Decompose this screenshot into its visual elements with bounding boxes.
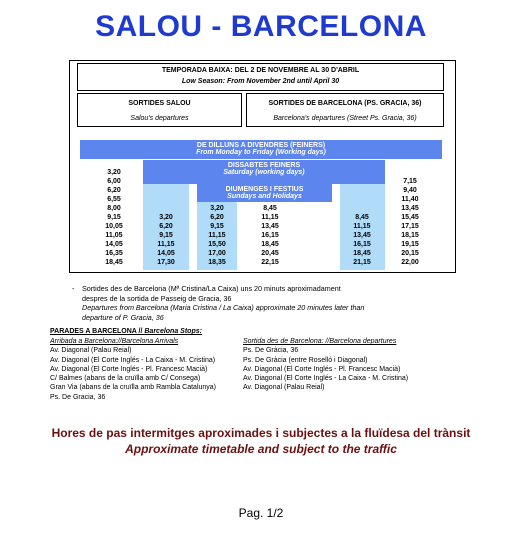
departure-time: 9,15 [210, 223, 224, 230]
salou-departures-subtitle: Salou's departures [130, 115, 189, 122]
stop-item: Av. Diagonal (El Corte Inglés - La Caixa - M. Cristina) [50, 356, 216, 364]
departure-time: 22,15 [261, 259, 279, 266]
arrivals-list [50, 337, 250, 402]
departure-time: 6,20 [159, 223, 173, 230]
departure-time: 6,20 [107, 187, 121, 194]
departure-time: 15,45 [401, 214, 419, 221]
saturday-band-sublabel: Saturday (working days) [223, 169, 305, 176]
weekday-band-sublabel: From Monday to Friday (Working days) [196, 149, 326, 156]
arrivals-items [50, 346, 250, 402]
stop-item: Av. Diagonal (El Corte Inglés - La Caixa - M. Cristina) [243, 375, 409, 383]
departure-time: 18,45 [353, 250, 371, 257]
departure-time: 17,15 [401, 223, 419, 230]
stop-item: Av. Diagonal (Palau Reial) [243, 384, 325, 392]
barcelona-departures-subtitle: Barcelona's departures (Street Ps. Gracia, 36) [273, 115, 417, 122]
departure-time: 22,00 [401, 259, 419, 266]
departure-time: 18,15 [401, 232, 419, 239]
salou-weekday-times [94, 168, 134, 267]
departure-time: 8,45 [263, 205, 277, 212]
stop-item: Ps. De Gràcia (entre Roselló i Diagonal) [243, 356, 368, 364]
traffic-warning: Hores de pas intermitges aproximades i subjectes a la fluïdesa del trànsit [51, 426, 471, 440]
stops-heading [50, 327, 470, 336]
season-subtitle: Low Season: From November 2nd until April 30 [181, 78, 340, 85]
departure-time: 11,40 [401, 196, 419, 203]
page-title: SALOU - BARCELONA [95, 10, 427, 43]
departure-time: 19,15 [401, 241, 419, 248]
salou-sunday-times [197, 204, 237, 267]
barcelona-weekday-times [390, 177, 430, 267]
departure-time: 14,05 [105, 241, 123, 248]
page-number: Pag. 1/2 [238, 506, 284, 520]
departure-time: 9,15 [159, 232, 173, 239]
departure-time: 14,05 [157, 250, 175, 257]
departure-time: 9,40 [403, 187, 417, 194]
departure-time: 18,45 [261, 241, 279, 248]
sunday-band [197, 184, 332, 202]
departure-time: 11,15 [157, 241, 175, 248]
departure-time: 11,15 [261, 214, 279, 221]
departure-time: 21,15 [353, 259, 371, 266]
departure-time: 13,45 [401, 205, 419, 212]
departure-time: 17,00 [208, 250, 226, 257]
departure-time: 3,20 [107, 169, 121, 176]
departure-time: 16,15 [261, 232, 279, 239]
departure-time: 8,00 [107, 205, 121, 212]
salou-departures-title: SORTIDES SALOU [128, 100, 191, 107]
note-line-3: Departures from Barcelona (Maria Cristina / La Caixa) approximate 20 minutes later than [82, 303, 365, 312]
season-box [77, 63, 444, 91]
departure-time: 15,50 [208, 241, 226, 248]
departure-time: 3,20 [210, 205, 224, 212]
sunday-band-sublabel: Sundays and Holidays [227, 193, 302, 200]
departure-time: 20,45 [261, 250, 279, 257]
departure-time: 16,15 [353, 241, 371, 248]
stop-item: Av. Diagonal (Palau Reial) [50, 347, 132, 355]
weekday-band-label: DE DILLUNS A DIVENDRES (FEINERS) [196, 142, 326, 149]
departure-time: 17,30 [157, 259, 175, 266]
departure-time: 7,15 [403, 178, 417, 185]
salou-saturday-times [146, 213, 186, 267]
stops-heading-ca: PARADES A BARCELONA // [50, 328, 145, 335]
barcelona-departures-header [246, 93, 444, 127]
departure-time: 6,55 [107, 196, 121, 203]
barcelona-sunday-times [250, 204, 290, 267]
barcelona-stops [50, 327, 470, 401]
departure-time: 13,45 [353, 232, 371, 239]
note-bullet: - [72, 284, 75, 293]
barcelona-departures-title: SORTIDES DE BARCELONA (PS. GRACIA, 36) [268, 100, 422, 107]
stop-item: Ps. De Gràcia, 36 [243, 347, 299, 355]
departure-time: 18,35 [208, 259, 226, 266]
weekday-band [80, 140, 442, 159]
departure-time: 6,20 [210, 214, 224, 221]
season-title: TEMPORADA BAIXA: DEL 2 DE NOVEMBRE AL 30 D'ABRIL [161, 67, 360, 74]
departure-time: 16,35 [105, 250, 123, 257]
sunday-band-label: DIUMENGES I FESTIUS [225, 186, 304, 193]
stop-item: Gran Via (abans de la cruïlla amb Rambla Catalunya) [50, 384, 217, 392]
arrivals-title: Arribada a Barcelona://Barcelona Arrivals [50, 338, 179, 345]
departure-time: 11,05 [105, 232, 123, 239]
salou-departures-header [77, 93, 242, 127]
departure-time: 11,15 [353, 223, 371, 230]
note-line-2: despres de la sortida de Passeig de Gracia, 36 [82, 293, 232, 303]
note-line-4: departure of P. Gracia, 36 [82, 312, 164, 322]
stops-heading-en: Barcelona Stops: [144, 328, 202, 335]
departures-list [243, 337, 473, 393]
departure-time: 18,45 [105, 259, 123, 266]
saturday-band [143, 160, 385, 184]
departure-time: 11,15 [208, 232, 226, 239]
departures-title: Sortida des de Barcelona: //Barcelona departures [243, 338, 397, 345]
note-line-1: Sortides des de Barcelona (Mª Cristina/La Caixa) uns 20 minuts aproximadament [82, 284, 341, 293]
stop-item: C/ Balmes (abans de la cruïlla amb C/ Consega) [50, 375, 201, 383]
departure-time: 10,05 [105, 223, 123, 230]
stop-item: Ps. De Gracia, 36 [50, 393, 106, 401]
departure-time: 8,45 [355, 214, 369, 221]
departure-time: 13,45 [261, 223, 279, 230]
departure-time: 20,15 [401, 250, 419, 257]
departures-items [243, 346, 473, 392]
stop-item: Av. Diagonal (El Corte Inglés - Pl. Francesc Macià) [243, 365, 401, 373]
stop-item: Av. Diagonal (El Corte Inglés - Pl. Francesc Macià) [50, 365, 208, 373]
departure-time: 3,20 [159, 214, 173, 221]
departure-time: 6,00 [107, 178, 121, 185]
traffic-warning-en: Approximate timetable and subject to the traffic [125, 442, 397, 456]
departure-time: 9,15 [107, 214, 121, 221]
departure-note [72, 284, 452, 322]
saturday-band-label: DISSABTES FEINERS [227, 162, 301, 169]
barcelona-saturday-times [342, 213, 382, 267]
